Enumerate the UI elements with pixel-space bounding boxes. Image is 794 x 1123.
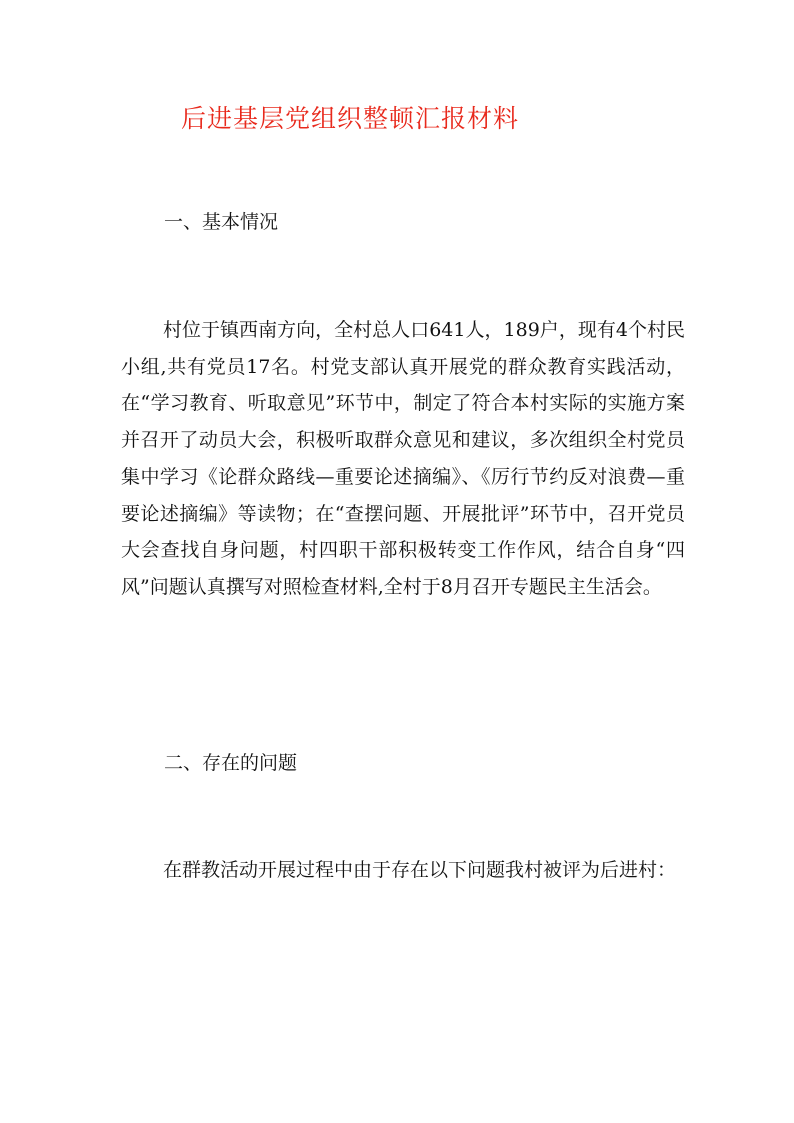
document-title: 后进基层党组织整顿汇报材料 (181, 104, 520, 133)
section-heading-existing-problems: 二、存在的问题 (164, 752, 298, 774)
section-paragraph-basic-situation: 村位于镇西南方向，全村总人口641人，189户，现有4个村民小组,共有党员17名。村党支部认真开展党的群众教育实践活动，在“学习教育、听取意见”环节中，制定了符合本村实际的实施方案并召开了动员大会，积极听取群众意见和建议，多次组织全村党员集中学习《论群众路线—重要论述摘编》、《厉行节约反对浪费—重要论述摘编》等读物；在“查摆问题、开展批评”环节中，召开党员大会查找自身问题，村四职干部积极转变工作作风，结合自身“四风”问题认真撰写对照检查材料,全村于8月召开专题民主生活会。 (121, 319, 685, 598)
section-heading-basic-situation: 一、基本情况 (164, 211, 279, 233)
section-paragraph-existing-problems: 在群教活动开展过程中由于存在以下问题我村被评为后进村： (163, 859, 677, 881)
